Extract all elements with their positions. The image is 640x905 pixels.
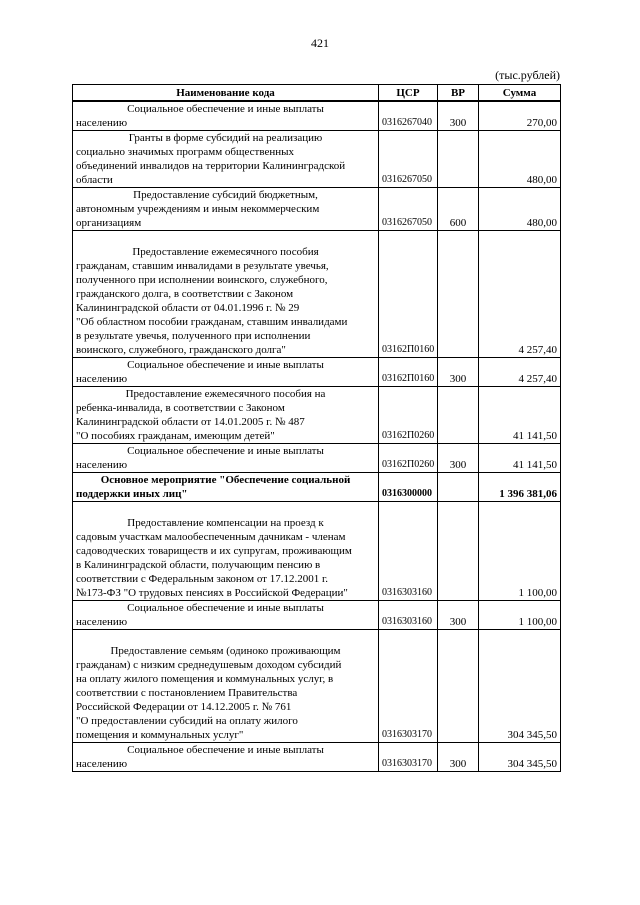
row-name-line: Предоставление компенсации на проезд к (127, 517, 324, 529)
row-name-line: Российской Федерации от 14.12.2005 г. № 761 (76, 701, 292, 713)
row-name-line: социально значимых программ общественных (76, 146, 295, 158)
row-vr (438, 502, 479, 601)
row-name (73, 358, 379, 387)
row-vr: 300 (438, 101, 479, 131)
row-name-line: на оплату жилого помещения и коммунальных услуг, в (76, 673, 334, 685)
row-name-line: садоводческих товариществ и их супругам, проживающим (76, 545, 352, 557)
row-name (73, 743, 379, 772)
header-vr: ВР (438, 85, 479, 102)
row-vr (438, 387, 479, 444)
row-sum: 41 141,50 (479, 444, 561, 473)
row-vr: 300 (438, 601, 479, 630)
row-name-line: ребенка-инвалида, в соответствии с Законом (76, 402, 285, 414)
row-name-line: соответствии с постановлением Правительства (76, 687, 298, 699)
row-vr (438, 131, 479, 188)
table-row (73, 743, 561, 772)
row-name (73, 630, 379, 743)
row-name-line: Социальное обеспечение и иные выплаты (127, 445, 324, 457)
row-name (73, 387, 379, 444)
row-name-line: помещения и коммунальных услуг" (76, 729, 244, 741)
table-row (73, 502, 561, 601)
row-name-line: Социальное обеспечение и иные выплаты (127, 744, 324, 756)
row-name-line: объединений инвалидов на территории Калининградской (76, 160, 346, 172)
row-name-line: гражданам) с низким среднедушевым доходом субсидий (76, 659, 342, 671)
row-sum: 1 396 381,06 (479, 473, 561, 502)
row-name-line: №173-ФЗ "О трудовых пенсиях в Российской Федерации" (76, 587, 348, 599)
row-sum: 304 345,50 (479, 743, 561, 772)
row-name-line: воинского, служебного, гражданского долга" (76, 344, 286, 356)
row-name (73, 502, 379, 601)
row-name-line: Основное мероприятие "Обеспечение социальной (100, 474, 351, 486)
row-name (73, 188, 379, 231)
row-csr: 0316267050 (379, 188, 438, 231)
row-csr: 03162П0160 (379, 358, 438, 387)
table-row (73, 188, 561, 231)
row-csr: 03162П0260 (379, 444, 438, 473)
row-sum: 480,00 (479, 131, 561, 188)
row-sum: 1 100,00 (479, 502, 561, 601)
row-vr (438, 231, 479, 358)
row-name-line: автономным учреждениям и иным некоммерческим (76, 203, 320, 215)
row-name (73, 444, 379, 473)
row-vr: 300 (438, 358, 479, 387)
row-name-line: "О предоставлении субсидий на оплату жилого (76, 715, 298, 727)
row-name-line: садовым участкам малообеспеченным дачникам - членам (76, 531, 346, 543)
row-name-line: гражданского долга, в соответствии с Законом (76, 288, 294, 300)
header-sum: Сумма (479, 85, 561, 102)
table-row (73, 387, 561, 444)
row-name-line: Социальное обеспечение и иные выплаты (127, 602, 324, 614)
row-name-line: Предоставление ежемесячного пособия на (125, 388, 326, 400)
row-name (73, 601, 379, 630)
row-name-line: населению (76, 758, 128, 770)
table-row (73, 444, 561, 473)
header-csr: ЦСР (379, 85, 438, 102)
table-row (73, 101, 561, 131)
row-name-line: Калининградской области от 14.01.2005 г. № 487 (76, 416, 305, 428)
row-sum: 270,00 (479, 101, 561, 131)
row-name-line: "Об областном пособии гражданам, ставшим инвалидами (76, 316, 348, 328)
row-name-line: соответствии с Федеральным законом от 17.12.2001 г. (76, 573, 329, 585)
page-number: 421 (311, 36, 329, 50)
row-name (73, 101, 379, 131)
row-name-line: Предоставление субсидий бюджетным, (133, 189, 318, 201)
row-name-line: населению (76, 459, 128, 471)
row-vr (438, 630, 479, 743)
row-name-line: организациям (76, 217, 142, 229)
row-csr: 0316300000 (379, 473, 438, 502)
row-name-line: населению (76, 373, 128, 385)
row-name-line: Социальное обеспечение и иные выплаты (127, 103, 324, 115)
row-name (73, 231, 379, 358)
row-name-line: в результате увечья, полученного при исполнении (76, 330, 311, 342)
row-name-line: гражданам, ставшим инвалидами в результате увечья, (76, 260, 329, 272)
row-csr: 0316267050 (379, 131, 438, 188)
row-sum: 1 100,00 (479, 601, 561, 630)
row-name-line: Предоставление семьям (одиноко проживающим (110, 645, 341, 657)
row-name-line: поддержки иных лиц" (76, 488, 188, 500)
row-name-line: Предоставление ежемесячного пособия (132, 246, 319, 258)
row-sum: 41 141,50 (479, 387, 561, 444)
row-csr: 0316303160 (379, 601, 438, 630)
row-name-line: в Калининградской области, получающим пенсию в (76, 559, 321, 571)
row-sum: 480,00 (479, 188, 561, 231)
row-vr: 300 (438, 743, 479, 772)
row-name-line: Социальное обеспечение и иные выплаты (127, 359, 324, 371)
row-sum: 4 257,40 (479, 358, 561, 387)
table-header-row (73, 85, 561, 102)
row-name-line: Калининградской области от 04.01.1996 г. № 29 (76, 302, 300, 314)
row-csr: 03162П0160 (379, 231, 438, 358)
row-name-line: Гранты в форме субсидий на реализацию (128, 132, 323, 144)
row-csr: 03162П0260 (379, 387, 438, 444)
row-csr: 0316303170 (379, 630, 438, 743)
row-name (73, 131, 379, 188)
table-row (73, 601, 561, 630)
row-name-line: населению (76, 117, 128, 129)
row-sum: 4 257,40 (479, 231, 561, 358)
table-row (73, 630, 561, 743)
row-csr: 0316267040 (379, 101, 438, 131)
row-csr: 0316303160 (379, 502, 438, 601)
row-vr: 300 (438, 444, 479, 473)
row-name-line: полученного при исполнении воинского, служебного, (76, 274, 328, 286)
row-name-line: "О пособиях гражданам, имеющим детей" (76, 430, 275, 442)
row-vr (438, 473, 479, 502)
table-row (73, 473, 561, 502)
row-name-line: населению (76, 616, 128, 628)
table-row (73, 131, 561, 188)
row-csr: 0316303170 (379, 743, 438, 772)
row-name (73, 473, 379, 502)
row-vr: 600 (438, 188, 479, 231)
row-sum: 304 345,50 (479, 630, 561, 743)
table-row (73, 231, 561, 358)
table-body (73, 101, 561, 772)
budget-table (72, 84, 561, 772)
header-name: Наименование кода (73, 85, 379, 102)
units-label: (тыс.рублей) (495, 68, 560, 82)
table-row (73, 358, 561, 387)
row-name-line: области (76, 174, 113, 186)
